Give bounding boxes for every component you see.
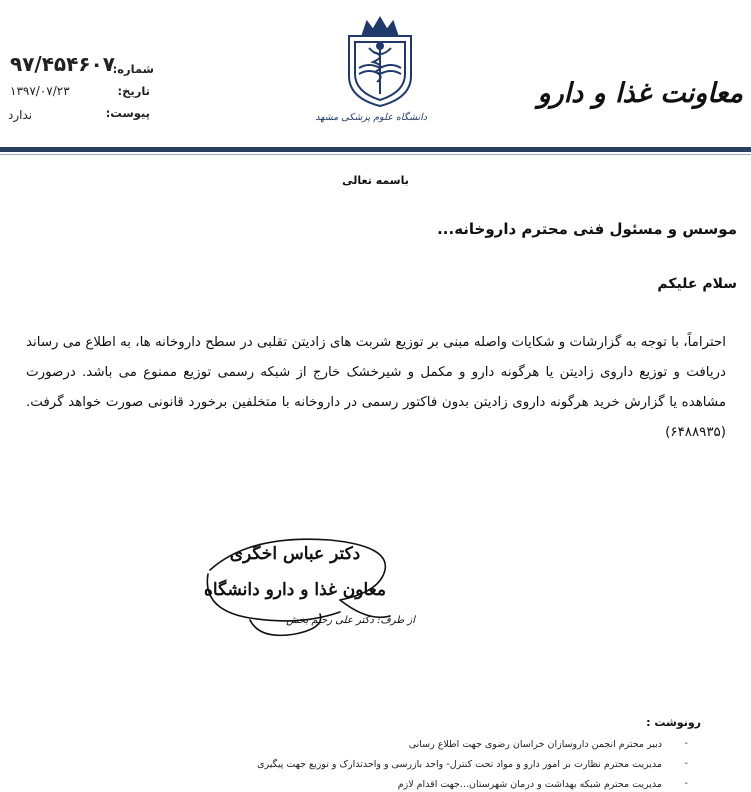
cc-list bbox=[180, 735, 700, 792]
university-logo bbox=[315, 14, 427, 134]
cc-item: مدیریت محترم نظارت بر امور دارو و مواد تحت کنترل- واحد بازرسی و واحدتدارک و توزیع جهت پیگیری bbox=[257, 759, 662, 770]
cc-bullet: - bbox=[684, 738, 688, 749]
letter-body: احتراماً، با توجه به گزارشات و شکایات واصله مبنی بر توزیع شربت های زادیتن تقلبی در سطح داروخانه ها، به اطلاع می رساند دریافت و توزیع داروی زادیتن یا هرگونه دارو و مکمل و شیرخشک خارج از شبکه رسمی توزیع ممنوع می باشد. درصورت مشاهده یا گزارش خرید هرگونه داروی زادیتن بدون فاکتور رسمی در داروخانه با متخلفین برخورد قانونی صورت خواهد گرفت. (۶۴۸۸۹۳۵) bbox=[26, 335, 726, 440]
letter-number-value: ۹۷/۴۵۴۶۰۷ bbox=[10, 52, 115, 76]
signatory-on-behalf: از طرف: دکتر علی رحیم بخش bbox=[286, 615, 415, 626]
invocation: باسمه تعالی bbox=[342, 174, 409, 187]
cc-bullet: - bbox=[684, 778, 688, 789]
letter-date-label: تاریخ: bbox=[117, 84, 150, 98]
header-divider-thin bbox=[0, 154, 751, 155]
recipient-line: موسس و مسئول فنی محترم داروخانه... bbox=[437, 220, 737, 238]
greeting: سلام علیکم bbox=[657, 276, 737, 292]
letter-number-label: شماره: bbox=[112, 62, 154, 76]
cc-title: رونوشت : bbox=[646, 716, 701, 729]
logo-caption: دانشگاه علوم پزشکی مشهد bbox=[315, 112, 427, 123]
department-title: معاونت غذا و دارو bbox=[537, 78, 743, 109]
letter-date-value: ۱۳۹۷/۰۷/۲۳ bbox=[10, 84, 70, 98]
cc-item: دبیر محترم انجمن داروسازان خراسان رضوی جهت اطلاع رسانی bbox=[408, 739, 662, 750]
signatory-title: معاون غذا و دارو دانشگاه bbox=[204, 580, 386, 600]
letter-attachment-value: ندارد bbox=[8, 108, 33, 122]
header-divider bbox=[0, 147, 751, 152]
signature-block bbox=[190, 530, 420, 650]
cc-bullet: - bbox=[684, 758, 688, 769]
letter-header bbox=[0, 0, 751, 150]
signatory-name: دکتر عباس اخگری bbox=[229, 544, 361, 564]
cc-item: مدیریت محترم شبکه بهداشت و درمان شهرستان...جهت اقدام لازم bbox=[397, 779, 662, 790]
letter-attachment-label: پیوست: bbox=[105, 106, 150, 120]
university-emblem-icon bbox=[335, 14, 425, 110]
